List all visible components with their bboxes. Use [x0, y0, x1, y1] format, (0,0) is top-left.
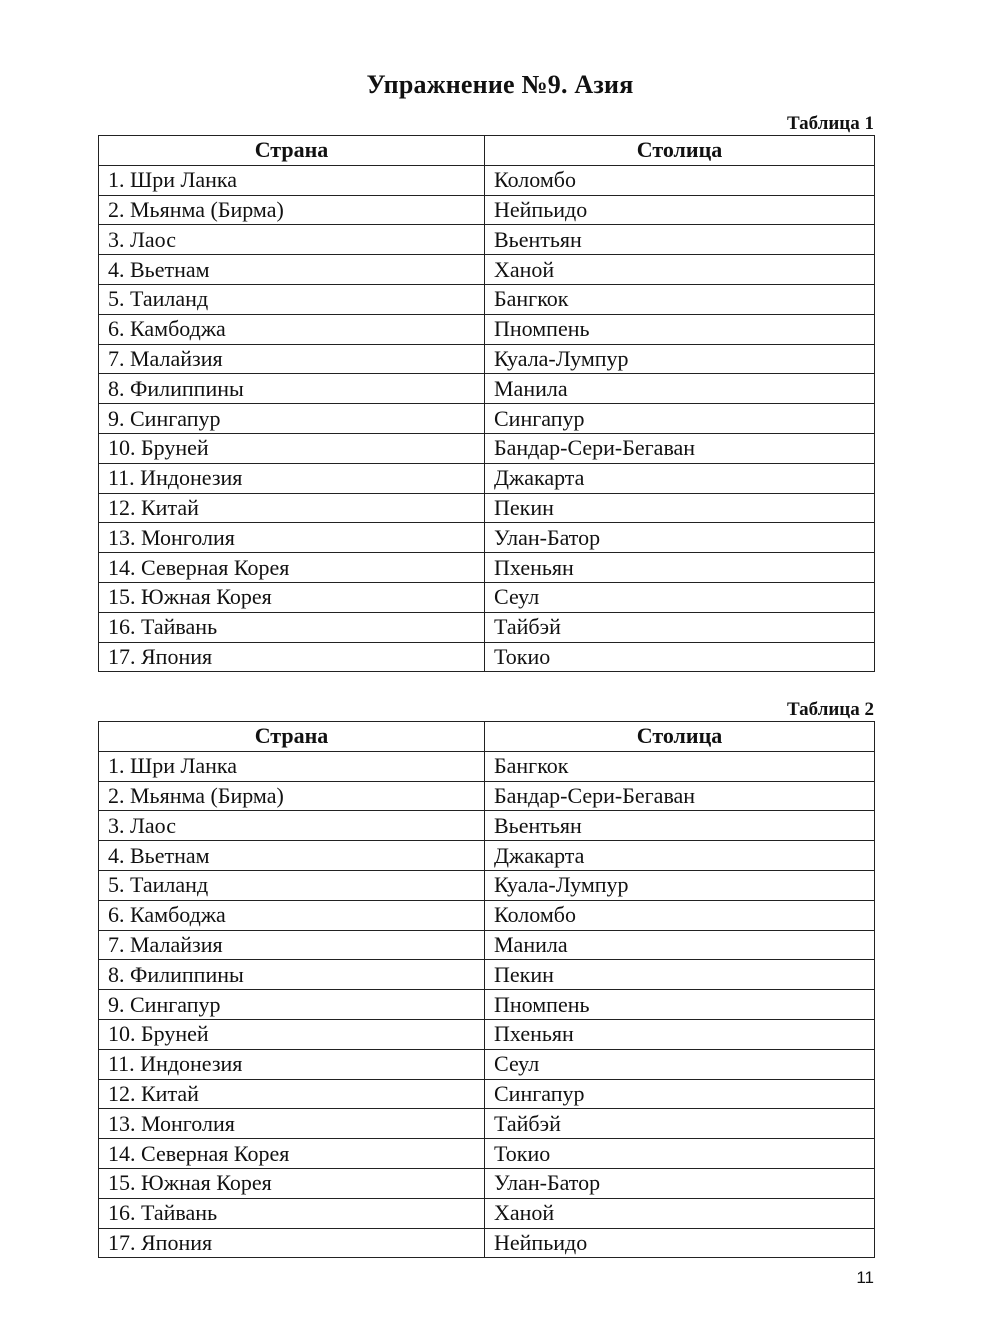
cell-country: 10. Бруней [99, 1019, 485, 1049]
cell-capital: Сеул [485, 1049, 875, 1079]
cell-country: 12. Китай [99, 493, 485, 523]
table-row [99, 642, 875, 672]
table-row [99, 433, 875, 463]
cell-capital: Бангкок [485, 751, 875, 781]
column-header-capital: Столица [485, 136, 875, 166]
column-header-country: Страна [99, 722, 485, 752]
table-row [99, 1079, 875, 1109]
column-header-country: Страна [99, 136, 485, 166]
table-row [99, 284, 875, 314]
table-row [99, 990, 875, 1020]
cell-country: 6. Камбоджа [99, 314, 485, 344]
cell-country: 12. Китай [99, 1079, 485, 1109]
cell-capital: Токио [485, 642, 875, 672]
cell-country: 8. Филиппины [99, 374, 485, 404]
cell-capital: Манила [485, 930, 875, 960]
cell-country: 11. Индонезия [99, 1049, 485, 1079]
cell-capital: Коломбо [485, 165, 875, 195]
cell-country: 5. Таиланд [99, 870, 485, 900]
cell-capital: Сингапур [485, 1079, 875, 1109]
cell-country: 3. Лаос [99, 811, 485, 841]
cell-capital: Токио [485, 1139, 875, 1169]
table-row [99, 1049, 875, 1079]
table-row [99, 811, 875, 841]
cell-country: 7. Малайзия [99, 344, 485, 374]
cell-capital: Тайбэй [485, 1109, 875, 1139]
cell-capital: Бандар-Сери-Бегаван [485, 781, 875, 811]
cell-country: 13. Монголия [99, 523, 485, 553]
table-1-caption: Таблица 1 [786, 113, 874, 134]
cell-country: 16. Тайвань [99, 1198, 485, 1228]
page-number: 11 [856, 1268, 874, 1287]
page-title: Упражнение №9. Азия [366, 70, 634, 99]
cell-country: 3. Лаос [99, 225, 485, 255]
cell-country: 13. Монголия [99, 1109, 485, 1139]
cell-country: 17. Япония [99, 1228, 485, 1258]
cell-country: 1. Шри Ланка [99, 751, 485, 781]
table-row [99, 165, 875, 195]
cell-capital: Пномпень [485, 314, 875, 344]
cell-capital: Пекин [485, 493, 875, 523]
table-row [99, 841, 875, 871]
table-row [99, 751, 875, 781]
table-row [99, 612, 875, 642]
cell-country: 8. Филиппины [99, 960, 485, 990]
cell-country: 15. Южная Корея [99, 582, 485, 612]
cell-country: 17. Япония [99, 642, 485, 672]
cell-capital: Пномпень [485, 990, 875, 1020]
cell-capital: Бангкок [485, 284, 875, 314]
cell-capital: Тайбэй [485, 612, 875, 642]
cell-country: 9. Сингапур [99, 404, 485, 434]
table-row [99, 1228, 875, 1258]
table-row [99, 900, 875, 930]
cell-country: 2. Мьянма (Бирма) [99, 195, 485, 225]
cell-country: 4. Вьетнам [99, 841, 485, 871]
table-row [99, 493, 875, 523]
table-row [99, 1198, 875, 1228]
table-row [99, 582, 875, 612]
cell-capital: Сеул [485, 582, 875, 612]
cell-capital: Нейпьидо [485, 1228, 875, 1258]
cell-capital: Пекин [485, 960, 875, 990]
cell-capital: Джакарта [485, 463, 875, 493]
cell-country: 9. Сингапур [99, 990, 485, 1020]
table-row [99, 960, 875, 990]
cell-country: 6. Камбоджа [99, 900, 485, 930]
table-row [99, 1019, 875, 1049]
cell-capital: Нейпьидо [485, 195, 875, 225]
table-row [99, 344, 875, 374]
table-1-countries-capitals [98, 135, 875, 672]
column-header-capital: Столица [485, 722, 875, 752]
cell-capital: Ханой [485, 255, 875, 285]
cell-country: 15. Южная Корея [99, 1168, 485, 1198]
cell-capital: Улан-Батор [485, 1168, 875, 1198]
cell-country: 16. Тайвань [99, 612, 485, 642]
cell-country: 2. Мьянма (Бирма) [99, 781, 485, 811]
cell-country: 4. Вьетнам [99, 255, 485, 285]
cell-country: 5. Таиланд [99, 284, 485, 314]
cell-capital: Джакарта [485, 841, 875, 871]
table-row [99, 225, 875, 255]
cell-capital: Вьентьян [485, 225, 875, 255]
cell-capital: Манила [485, 374, 875, 404]
table-row [99, 870, 875, 900]
cell-country: 7. Малайзия [99, 930, 485, 960]
table-header-row [99, 136, 875, 166]
cell-country: 1. Шри Ланка [99, 165, 485, 195]
table-row [99, 523, 875, 553]
cell-country: 10. Бруней [99, 433, 485, 463]
cell-capital: Куала-Лумпур [485, 870, 875, 900]
cell-country: 11. Индонезия [99, 463, 485, 493]
cell-capital: Бандар-Сери-Бегаван [485, 433, 875, 463]
cell-country: 14. Северная Корея [99, 1139, 485, 1169]
table-row [99, 781, 875, 811]
cell-country: 14. Северная Корея [99, 553, 485, 583]
table-row [99, 314, 875, 344]
cell-capital: Пхеньян [485, 1019, 875, 1049]
table-row [99, 463, 875, 493]
cell-capital: Улан-Батор [485, 523, 875, 553]
table-row [99, 1139, 875, 1169]
cell-capital: Вьентьян [485, 811, 875, 841]
table-row [99, 255, 875, 285]
cell-capital: Пхеньян [485, 553, 875, 583]
cell-capital: Ханой [485, 1198, 875, 1228]
table-row [99, 374, 875, 404]
table-row [99, 930, 875, 960]
table-row [99, 1168, 875, 1198]
table-row [99, 553, 875, 583]
table-2-countries-capitals [98, 721, 875, 1258]
table-row [99, 404, 875, 434]
cell-capital: Куала-Лумпур [485, 344, 875, 374]
table-header-row [99, 722, 875, 752]
cell-capital: Сингапур [485, 404, 875, 434]
cell-capital: Коломбо [485, 900, 875, 930]
table-row [99, 1109, 875, 1139]
table-2-caption: Таблица 2 [786, 699, 874, 720]
table-row [99, 195, 875, 225]
